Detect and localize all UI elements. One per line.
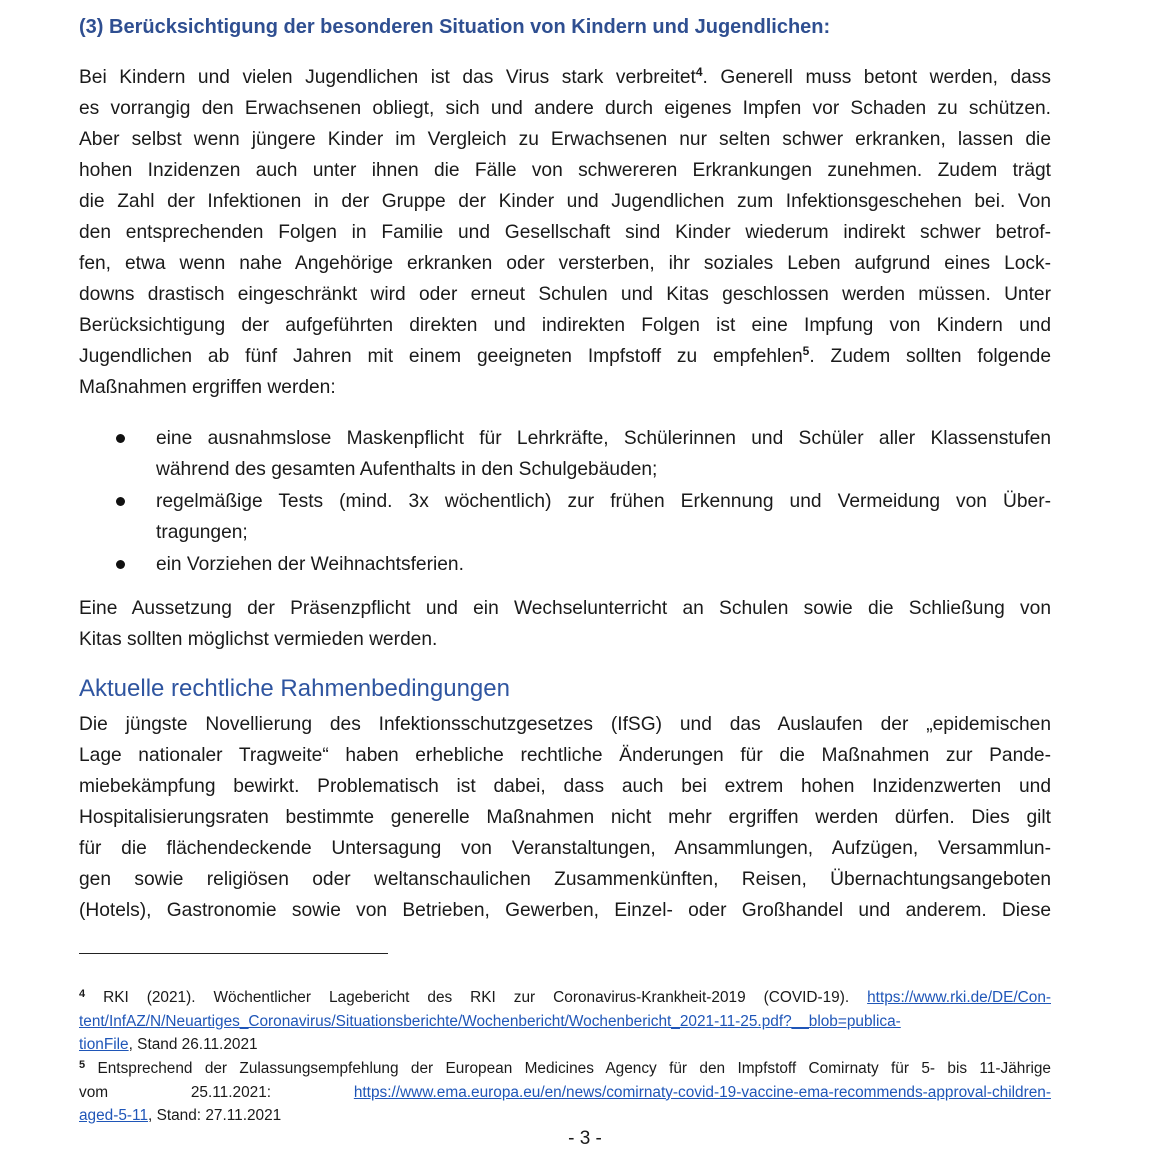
footnote-marker: 5 bbox=[79, 1059, 86, 1071]
bullet-icon bbox=[116, 560, 125, 569]
bullet-icon bbox=[116, 434, 125, 443]
text-line: fen, etwa wenn nahe Angehörige erkranken oder versterben, ihr soziales Leben aufgrund eines Lock- bbox=[79, 253, 1051, 274]
text-line: Kitas sollten möglichst vermieden werden. bbox=[79, 629, 438, 650]
footnote-4: $^4$ RKI (2021). Wöchentlicher Lagebericht des RKI zur Coronavirus-Krankheit-2019 (COVID-19). https://www.rki.de/DE/Con- tent/InfAZ/N/Neuartiges_Coronavirus/Situationsberichte/Wochenbericht/Wochenbericht_2021-11-25.pdf?__blob=publica- tionFile, Stand 26.11.2021 bbox=[79, 988, 1051, 1053]
text-line: (Hotels), Gastronomie sowie von Betrieben, Gewerben, Einzel- oder Großhandel und anderem. Diese bbox=[79, 900, 1051, 921]
text-line: für die flächendeckende Untersagung von Veranstaltungen, Ansammlungen, Aufzügen, Versammlun- bbox=[79, 838, 1051, 859]
footnote-link[interactable]: tent/InfAZ/N/Neuartiges_Coronavirus/Situationsberichte/Wochenbericht/Wochenbericht_2021-11-25.pdf?__blob=publica- bbox=[79, 1012, 901, 1030]
text-line: Hospitalisierungsraten bestimmte generelle Maßnahmen nicht mehr ergriffen werden dürfen. Dies gilt bbox=[79, 807, 1051, 828]
text-line: downs drastisch eingeschränkt wird oder erneut Schulen und Kitas geschlossen werden müssen. Unter bbox=[79, 284, 1051, 305]
text-line: Maßnahmen ergriffen werden: bbox=[79, 377, 336, 398]
text-line: Berücksichtigung der aufgeführten direkten und indirekten Folgen ist eine Impfung von Kindern und bbox=[79, 315, 1051, 336]
subsection-heading: Aktuelle rechtliche Rahmenbedingungen bbox=[79, 675, 510, 702]
footnote-marker: 4 bbox=[79, 988, 86, 1000]
footnote-link[interactable]: https://www.rki.de/DE/Con- bbox=[867, 989, 1051, 1006]
footnote-link[interactable]: aged-5-11 bbox=[79, 1107, 149, 1124]
text-line: Eine Aussetzung der Präsenzpflicht und ein Wechselunterricht an Schulen sowie die Schließung von bbox=[79, 598, 1051, 619]
page-number: - 3 - bbox=[568, 1128, 602, 1149]
paragraph-schools bbox=[79, 593, 1051, 655]
footnote-ref[interactable]: 4 bbox=[695, 65, 703, 79]
footnote-ref[interactable]: 5 bbox=[802, 344, 810, 358]
text-line: Aber selbst wenn jüngere Kinder im Vergleich zu Erwachsenen nur selten schwer erkranken, lassen die bbox=[79, 129, 1051, 150]
text-line: den entsprechenden Folgen in Familie und Gesellschaft sind Kinder wiederum indirekt schwer betrof- bbox=[79, 222, 1051, 243]
paragraph-children bbox=[79, 62, 1051, 403]
text-line: miebekämpfung bewirkt. Problematisch ist dabei, dass auch bei extrem hohen Inzidenzwerten und bbox=[79, 776, 1051, 797]
text-line: die Zahl der Infektionen in der Gruppe der Kinder und Jugendlichen zum Infektionsgeschehen bei. Von bbox=[79, 191, 1051, 212]
list-item: eine ausnahmslose Maskenpflicht für Lehrkräfte, Schülerinnen und Schüler aller Klassenstufen während des gesamten Aufenthalts in den Schulgebäuden; bbox=[79, 423, 1051, 485]
text-line: gen sowie religiösen oder weltanschaulichen Zusammenkünften, Reisen, Übernachtungsangeboten bbox=[79, 869, 1051, 890]
text-line: hohen Inzidenzen auch unter ihnen die Fälle von schwereren Erkrankungen zunehmen. Zudem trägt bbox=[79, 160, 1051, 181]
bullet-icon bbox=[116, 497, 125, 506]
measures-list bbox=[79, 423, 1051, 580]
paragraph-legal bbox=[79, 709, 1051, 926]
text-line: es vorrangig den Erwachsenen obliegt, sich und andere durch eigenes Impfen vor Schaden zu schützen. bbox=[79, 98, 1051, 119]
text-line: Jugendlichen ab fünf Jahren mit einem geeigneten Impfstoff zu empfehlen$^5$. Zudem sollten folgende bbox=[79, 344, 1051, 367]
footnote-link[interactable]: tionFile bbox=[79, 1036, 129, 1053]
footnote-link[interactable]: https://www.ema.europa.eu/en/news/comirnaty-covid-19-vaccine-ema-recommends-approval-children- bbox=[353, 1083, 1051, 1101]
list-item: ein Vorziehen der Weihnachtsferien. bbox=[79, 549, 1051, 580]
footnote-divider bbox=[79, 953, 388, 954]
footnote-5: $^5$ Entsprechend der Zulassungsempfehlung der European Medicines Agency für den Impfstoff Comirnaty für 5- bis 11-Jährige vom 25.11.2021: https://www.ema.europa.eu/en/news/comirnaty-covid-19-vaccine-ema-recommends-approval-children- aged-5-11, Stand: 27.11.2021 bbox=[79, 1059, 1051, 1124]
text-line: Lage nationaler Tragweite“ haben erhebliche rechtliche Änderungen für die Maßnahmen zur Pande- bbox=[79, 745, 1051, 766]
list-item: regelmäßige Tests (mind. 3x wöchentlich) zur frühen Erkennung und Vermeidung von Über- tragungen; bbox=[79, 486, 1051, 548]
text-line: Die jüngste Novellierung des Infektionsschutzgesetzes (IfSG) und das Auslaufen der „epidemischen bbox=[79, 714, 1051, 735]
section-heading: (3) Berücksichtigung der besonderen Situation von Kindern und Jugendlichen: bbox=[79, 16, 831, 38]
text-line: Bei Kindern und vielen Jugendlichen ist das Virus stark verbreitet$^4$. Generell muss betont werden, dass bbox=[79, 65, 1051, 88]
